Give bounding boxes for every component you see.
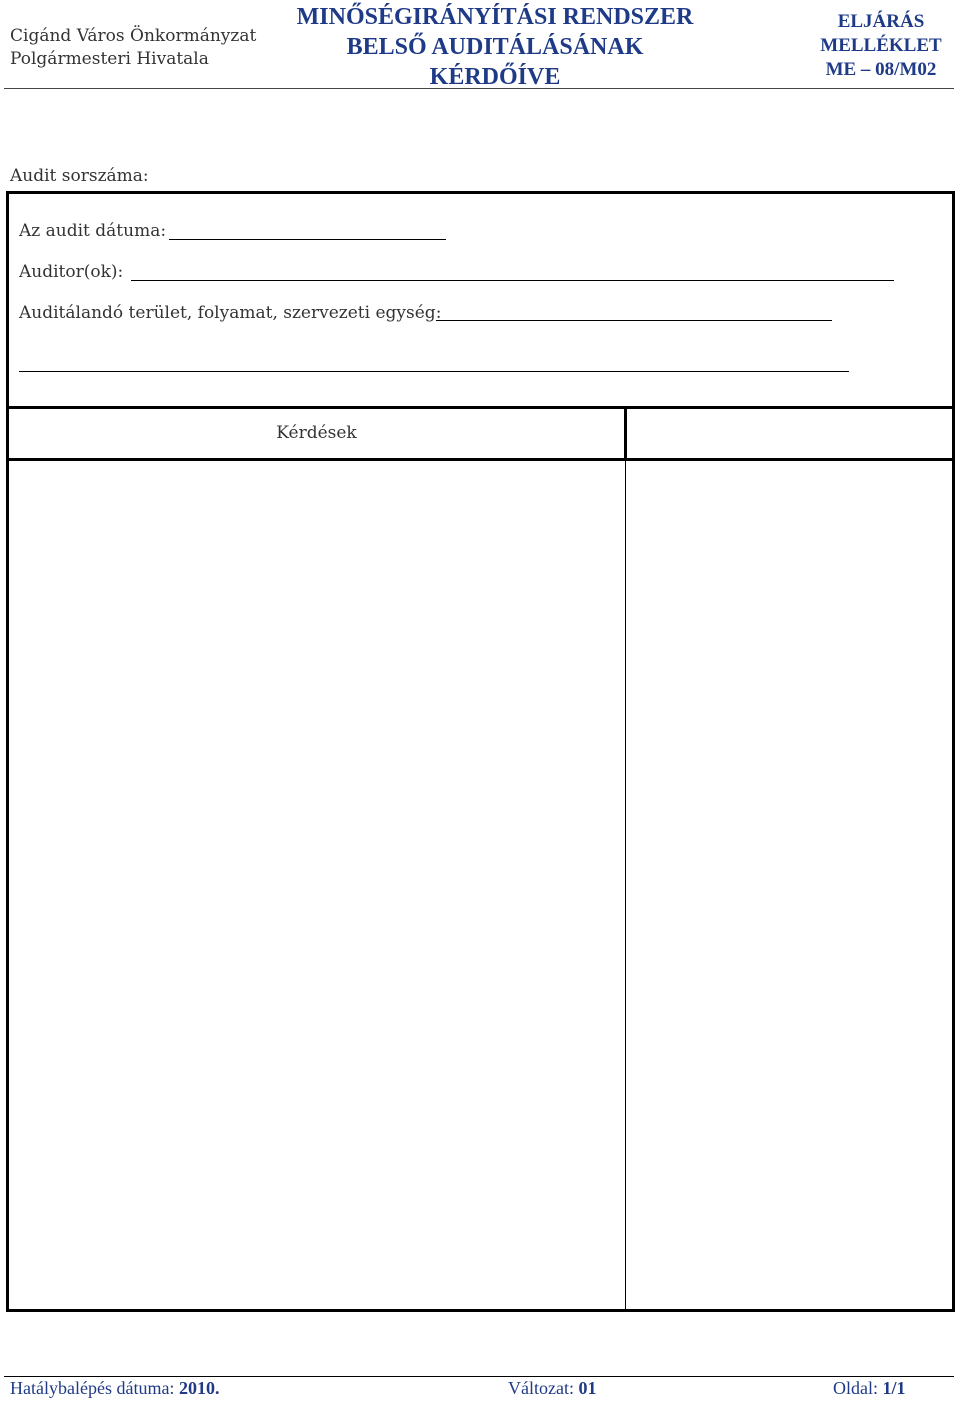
audit-area-label: Auditálandó terület, folyamat, szervezeti egység: (19, 303, 442, 323)
document-code (800, 10, 960, 82)
title-line-2: BELSŐ AUDITÁLÁSÁNAK (346, 34, 644, 60)
version-label: Változat: (508, 1378, 574, 1398)
audit-number-label: Audit sorszáma: (10, 166, 149, 186)
code-line-1: ELJÁRÁS (837, 11, 925, 32)
audit-info-box (6, 191, 955, 409)
organization-name (10, 25, 256, 71)
effective-date (10, 1378, 219, 1399)
page-label: Oldal: (833, 1378, 878, 1398)
auditors-label: Auditor(ok): (19, 262, 124, 282)
column-divider-header (624, 409, 627, 461)
code-line-2: MELLÉKLET (820, 35, 942, 56)
organization-line-2: Polgármesteri Hivatala (10, 49, 209, 69)
footer-divider (4, 1376, 954, 1377)
effective-date-value: 2010. (178, 1378, 220, 1398)
auditors-field[interactable] (131, 280, 894, 281)
questions-column-body[interactable] (17, 462, 617, 1302)
page-value: 1/1 (882, 1378, 906, 1398)
title-line-1: MINŐSÉGIRÁNYÍTÁSI RENDSZER (296, 4, 694, 30)
column-divider (625, 461, 626, 1309)
audit-date-label: Az audit dátuma: (19, 221, 167, 241)
audit-area-field[interactable] (436, 320, 832, 321)
questions-table (6, 406, 955, 1312)
table-header-divider (9, 458, 952, 461)
page-number (833, 1378, 906, 1399)
effective-date-label: Hatálybalépés dátuma: (10, 1378, 175, 1398)
questions-column-header: Kérdések (276, 423, 357, 443)
document-title (270, 2, 720, 92)
audit-area-field-continued[interactable] (19, 371, 849, 372)
organization-line-1: Cigánd Város Önkormányzat (10, 26, 257, 46)
answers-column-body[interactable] (633, 462, 945, 1302)
header-divider (4, 88, 954, 89)
audit-date-field[interactable] (169, 239, 446, 240)
version-value: 01 (578, 1378, 597, 1398)
version (508, 1378, 596, 1399)
code-line-3: ME – 08/M02 (825, 59, 937, 80)
title-line-3: KÉRDŐÍVE (429, 64, 561, 90)
